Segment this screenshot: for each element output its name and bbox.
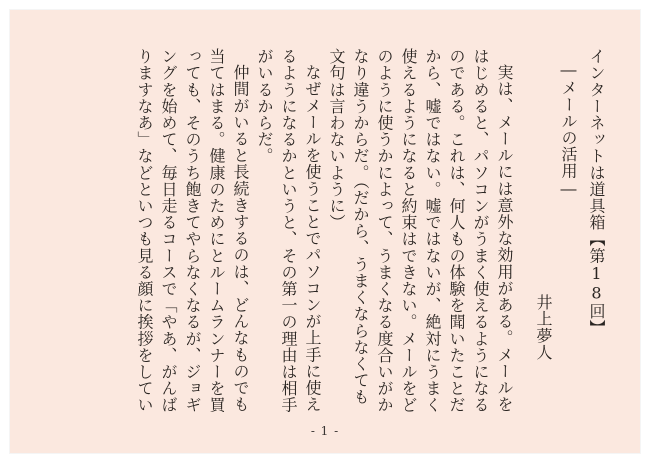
body-line: ングを始めて、毎日走るコースで「やあ、がんば	[159, 48, 178, 414]
body-line: のように使うかによって、うまくなる度合いがか	[375, 48, 394, 414]
author-name: 井上夢人	[534, 294, 553, 361]
body-line: 使えるようになると約束はできない。メールをど	[399, 48, 418, 414]
article-subtitle: ―メールの活用―	[559, 60, 578, 199]
body-line: はじめると、パソコンがうまく使えるようになる	[471, 48, 490, 414]
body-line: なぜメールを使うことでパソコンが上手に使え	[303, 64, 322, 413]
body-line: 仲間がいると長続きするのは、どんなものでも	[231, 64, 250, 413]
body-line: から、嘘ではない。嘘ではないが、絶対にうまく	[423, 48, 442, 414]
body-line: 文句は言わないように）	[327, 48, 346, 231]
body-line: がいるからだ。	[255, 48, 274, 165]
body-line: 当てはまる。健康のためにとルームランナーを買	[207, 48, 226, 414]
article-title: インターネットは道具箱【第18回】	[587, 48, 606, 337]
document-page	[10, 10, 640, 453]
body-line: っても、そのうち飽きてやらなくなるが、ジョギ	[183, 48, 202, 414]
body-line: るようになるかというと、その第一の理由は相手	[279, 48, 298, 414]
body-line: なり違うからだ。（だから、うまくならなくても	[351, 48, 370, 406]
body-line: 実は、メールには意外な効用がある。メールを	[495, 64, 514, 413]
body-line: のである。これは、何人もの体験を聞いたことだ	[447, 48, 466, 414]
body-line: りますなあ」などといつも見る顔に挨拶をしてい	[135, 48, 154, 414]
page-number: - 1 -	[310, 424, 340, 438]
